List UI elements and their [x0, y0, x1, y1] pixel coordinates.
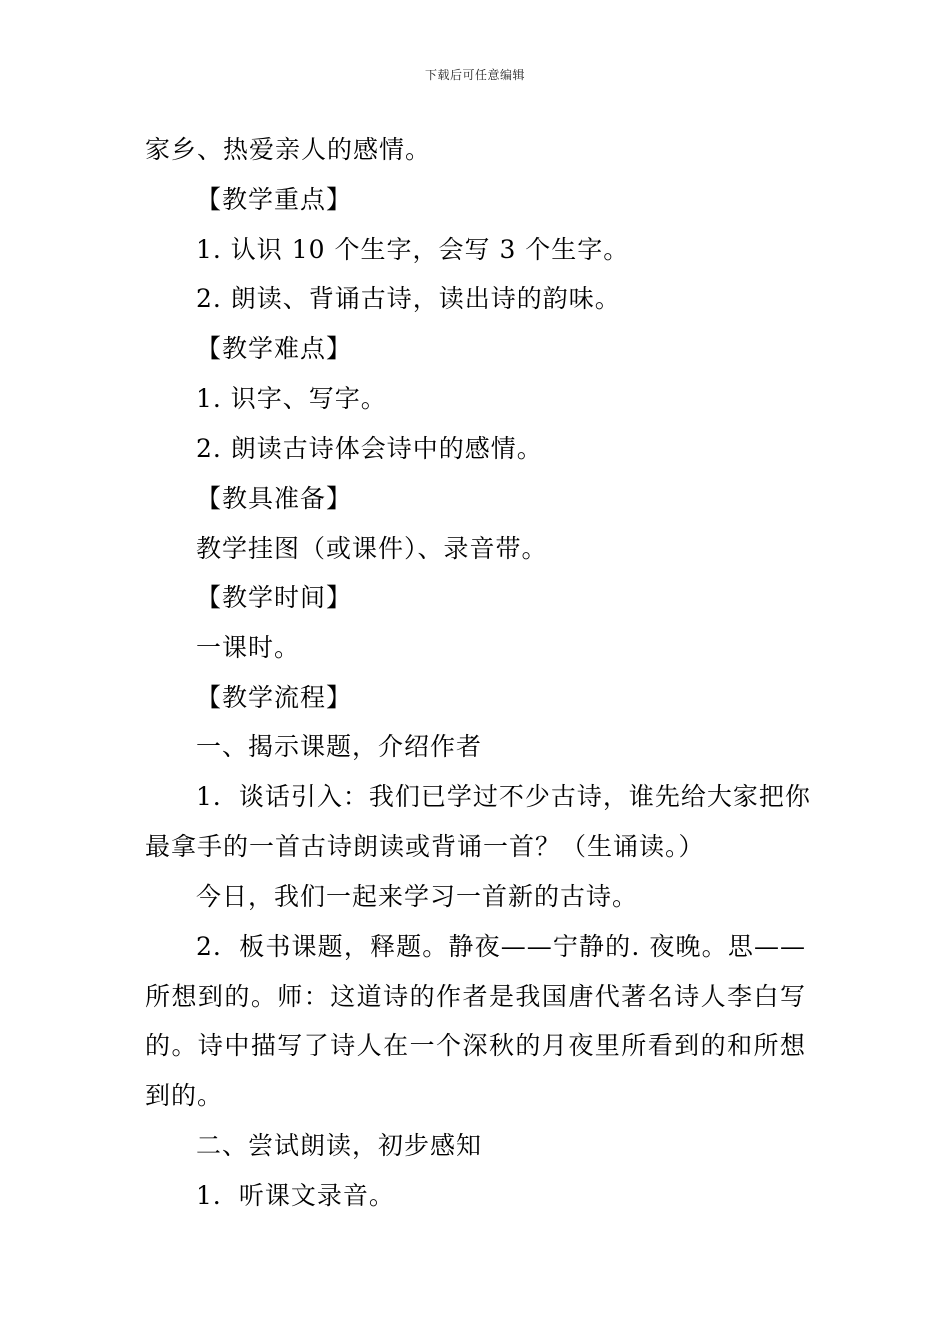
text-line: 的。诗中描写了诗人在一个深秋的月夜里所看到的和所想 [145, 1031, 806, 1060]
text-line: 2．板书课题，释题。静夜——宁静的. 夜晚。思—— [196, 932, 806, 961]
text-line: 1．听课文录音。 [196, 1181, 395, 1210]
text-line: 1．谈话引入：我们已学过不少古诗，谁先给大家把你 [196, 782, 811, 811]
text-line: 今日，我们一起来学习一首新的古诗。 [196, 882, 639, 911]
text-line: 教学挂图（或课件）、录音带。 [196, 534, 548, 563]
text-line: 到的。 [145, 1081, 224, 1110]
text-line: 2. 朗读古诗体会诗中的感情。 [196, 434, 543, 463]
text-line: 一、揭示课题，介绍作者 [196, 732, 483, 761]
text-line: 家乡、热爱亲人的感情。 [145, 135, 432, 164]
text-line: 1. 识字、写字。 [196, 384, 387, 413]
text-line: 1. 认识 10 个生字，会写 3 个生字。 [196, 235, 630, 264]
section-heading: 【教学重点】 [196, 185, 353, 214]
section-heading: 【教学难点】 [196, 334, 353, 363]
section-heading: 【教具准备】 [196, 484, 353, 513]
text-line: 一课时。 [196, 633, 301, 662]
page-header: 下载后可任意编辑 [424, 68, 525, 82]
text-line: 最拿手的一首古诗朗读或背诵一首？（生诵读。） [145, 832, 705, 861]
text-line: 所想到的。师：这道诗的作者是我国唐代著名诗人李白写 [145, 982, 806, 1011]
section-heading: 【教学时间】 [196, 583, 353, 612]
text-line: 2. 朗读、背诵古诗，读出诗的韵味。 [196, 284, 621, 313]
section-heading: 【教学流程】 [196, 683, 353, 712]
text-line: 二、尝试朗读，初步感知 [196, 1131, 483, 1160]
